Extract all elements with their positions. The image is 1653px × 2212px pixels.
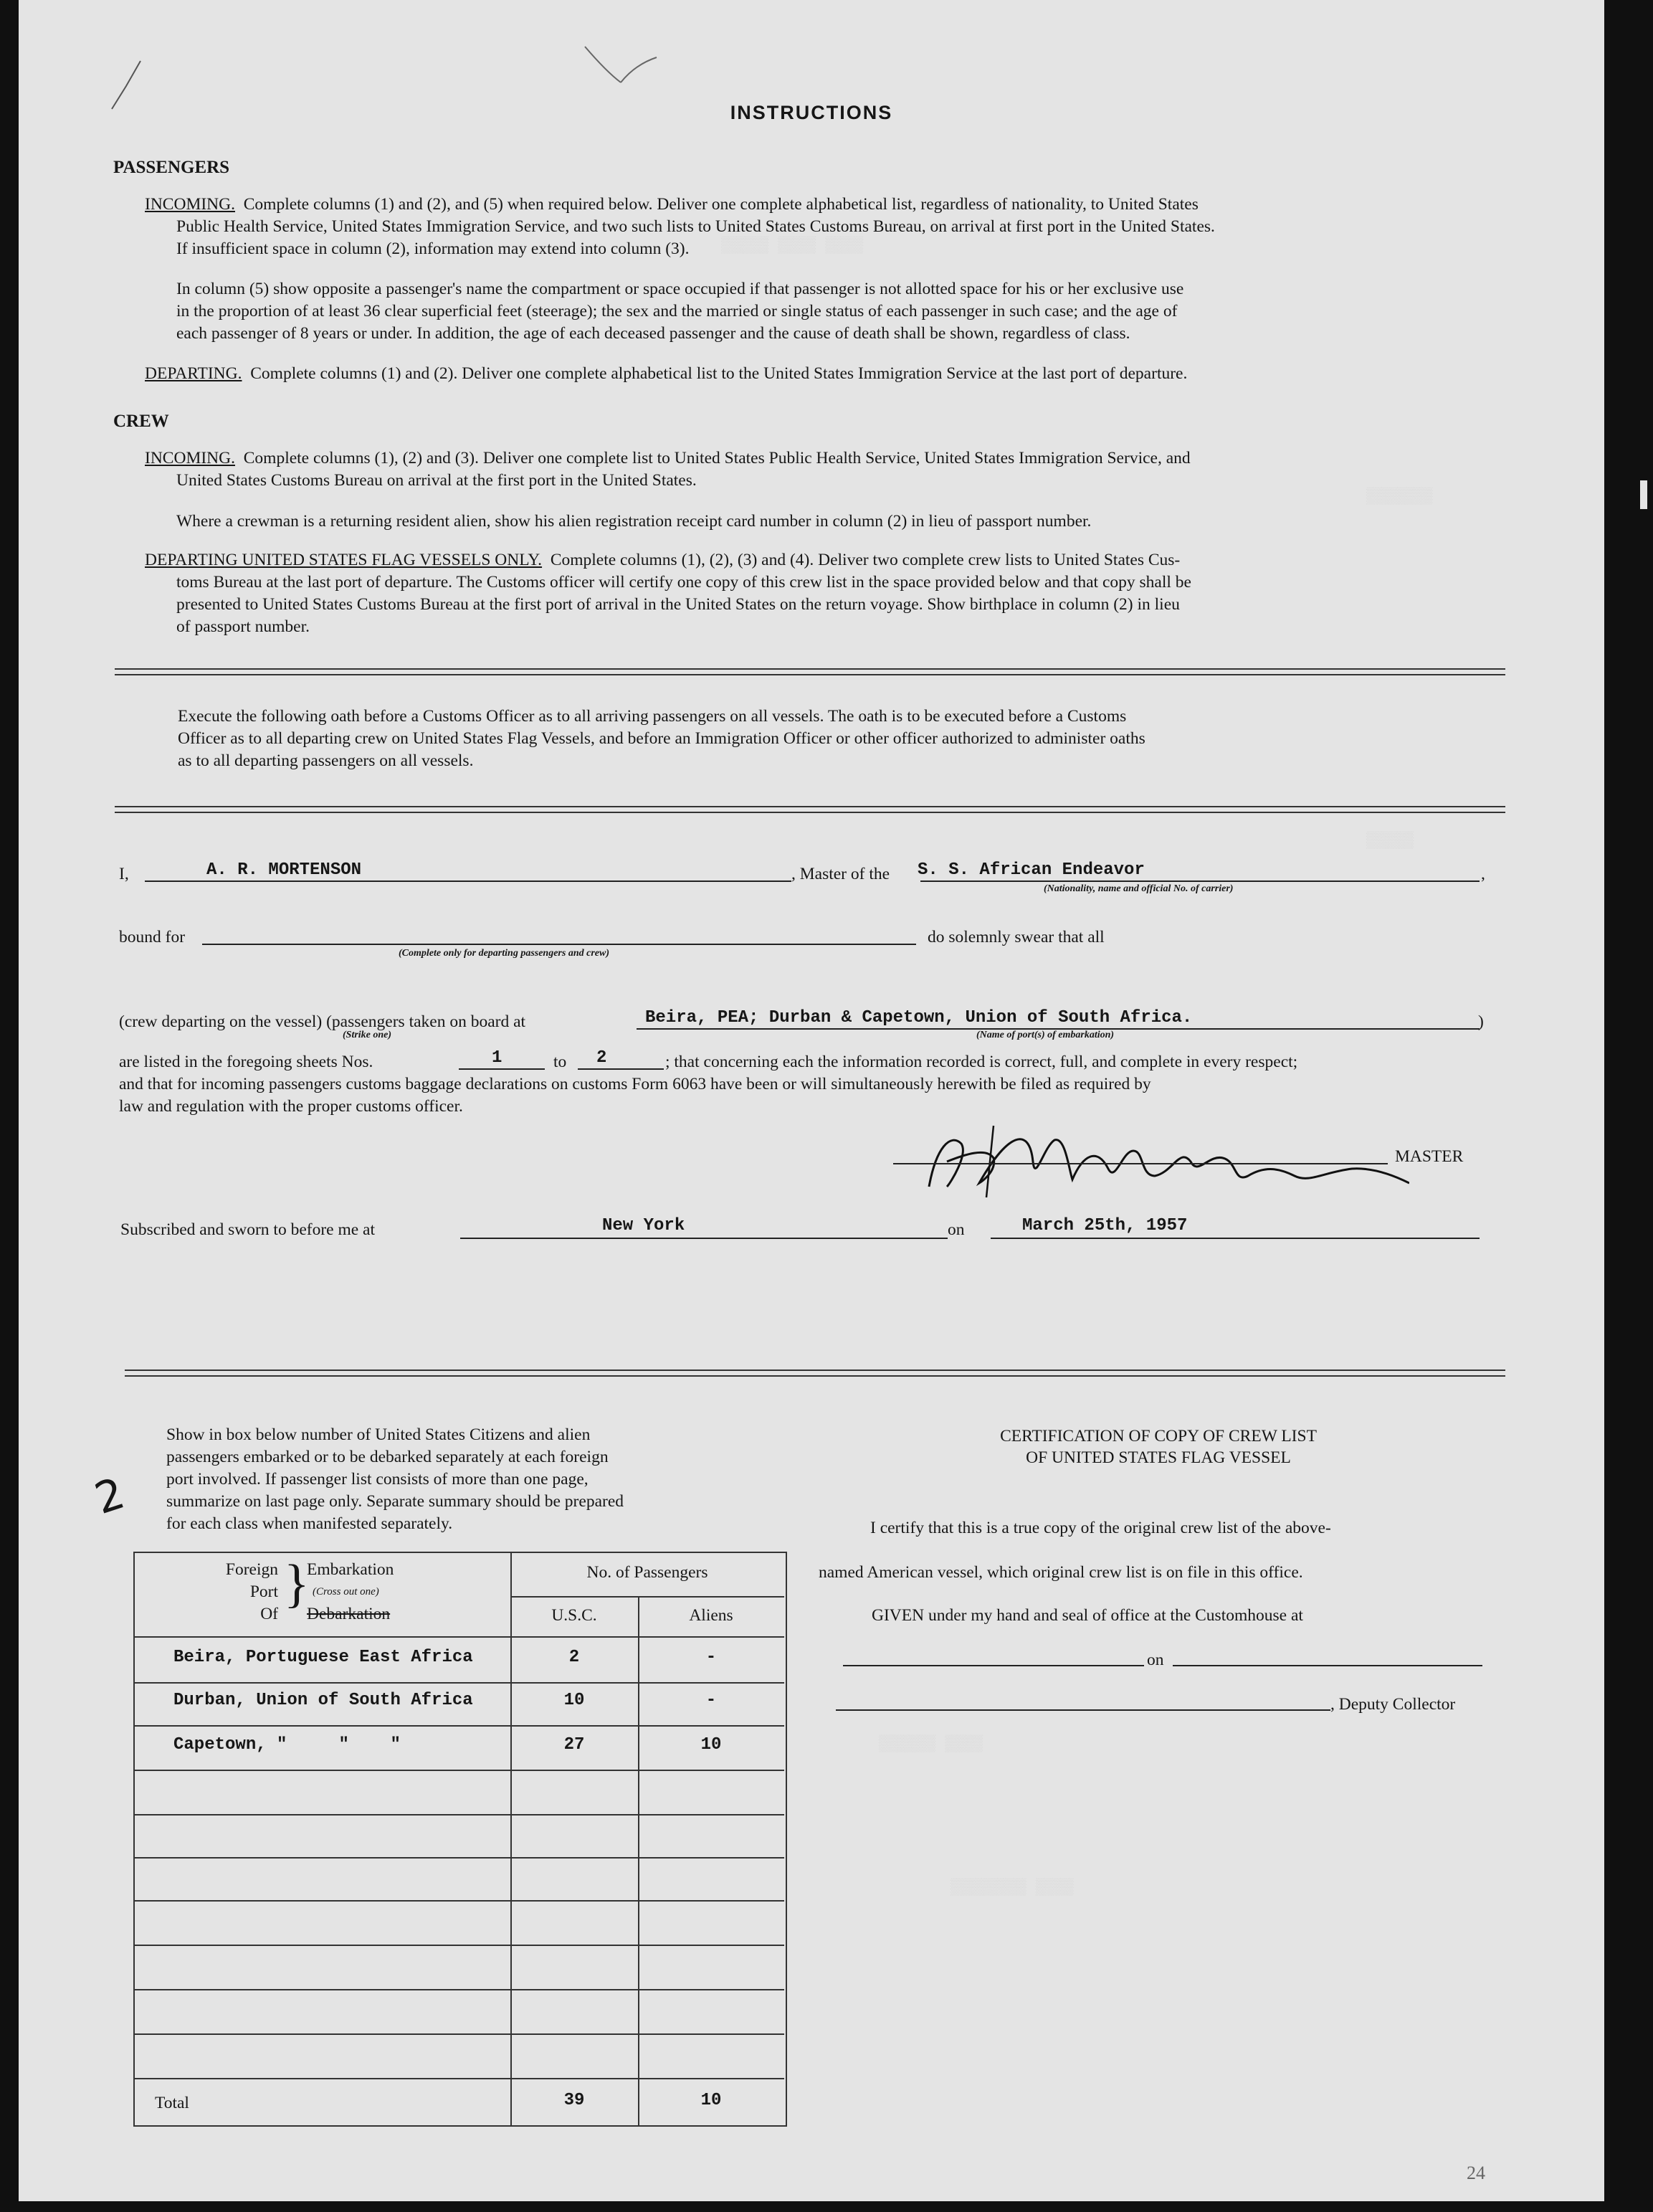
crew-incoming-text: Complete columns (1), (2) and (3). Deliver one complete list to United States Public Health Service, United States Immigration Service, and: [243, 449, 1191, 467]
brace-icon: }: [284, 1554, 310, 1613]
master-signature-icon: [908, 1119, 1409, 1205]
passengers-incoming-text: Public Health Service, United States Immigration Service, and two such lists to United States Customs Bureau, on arrival at first port in the United States.: [176, 217, 1215, 236]
column5-text: in the proportion of at least 36 clear superficial feet (steerage); the sex and the married or single status of each passenger in such case; and the age of: [176, 302, 1178, 321]
passengers-incoming-label: INCOMING.: [145, 195, 235, 214]
table-row-line: [133, 1989, 784, 1990]
header-usc: U.S.C.: [551, 1606, 597, 1625]
table-row-line: [510, 1596, 784, 1598]
summary-instructions: [166, 1424, 754, 1535]
sworn-place-value: New York: [602, 1216, 685, 1235]
crew-heading: CREW: [113, 412, 169, 431]
summary-text: port involved. If passenger list consists of more than one page,: [166, 1470, 589, 1489]
sworn-date-value: March 25th, 1957: [1022, 1216, 1188, 1235]
show-through-text: ▒▒▒▒▒▒ ▒▒▒▒: [879, 1735, 983, 1753]
passengers-incoming-text: Complete columns (1) and (2), and (5) when required below. Deliver one complete alphabetical list, regardless of nationality, to United States: [243, 195, 1199, 214]
margin-mark: 2: [89, 1468, 131, 1525]
table-row-line: [133, 1636, 784, 1638]
i-label: I,: [119, 865, 129, 883]
listed-text: law and regulation with the proper customs officer.: [119, 1097, 463, 1116]
crew-departing-label: (crew departing on the vessel) (passengers taken on board at: [119, 1012, 526, 1031]
column5-text: In column (5) show opposite a passenger's name the compartment or space occupied if that passenger is not allotted space for his or her exclusive use: [176, 280, 1184, 298]
certification-text: I certify that this is a true copy of the original crew list of the above-: [870, 1519, 1331, 1537]
header-debarkation: Debarkation: [307, 1605, 391, 1623]
table-row-line: [133, 1945, 784, 1946]
comma: ,: [1481, 865, 1485, 883]
table-row-line: [133, 1725, 784, 1727]
passengers-incoming-paragraph: [145, 194, 1492, 260]
certification-title: CERTIFICATION OF COPY OF CREW LIST: [1000, 1427, 1317, 1446]
crew-departing-text: of passport number.: [176, 617, 310, 636]
certification-title: OF UNITED STATES FLAG VESSEL: [1026, 1448, 1291, 1467]
total-label: Total: [155, 2094, 189, 2112]
on-label: on: [948, 1220, 965, 1239]
page-mark: 24: [1467, 2163, 1485, 2183]
header-foreign: Foreign: [225, 1560, 278, 1579]
crew-incoming-paragraph: [145, 447, 1492, 492]
swear-label: do solemnly swear that all: [928, 928, 1105, 946]
header-cross-out: (Cross out one): [313, 1586, 379, 1598]
certification-text: GIVEN under my hand and seal of office at the Customhouse at: [872, 1606, 1303, 1625]
row-usc: 27: [563, 1735, 585, 1755]
certification-text: named American vessel, which original crew list is on file in this office.: [819, 1563, 1303, 1582]
sheet-to-value: 2: [596, 1048, 607, 1068]
sworn-date-line: [991, 1238, 1480, 1239]
oath-intro-text: as to all departing passengers on all vessels.: [178, 751, 474, 770]
header-no-passengers: No. of Passengers: [586, 1563, 708, 1582]
row-port: Capetown, " " ": [173, 1735, 401, 1755]
table-row-line: [133, 1770, 784, 1771]
crew-departing-text: Complete columns (1), (2), (3) and (4). Deliver two complete crew lists to United States Cus-: [550, 551, 1181, 569]
to-label: to: [553, 1053, 567, 1071]
listed-text: ; that concerning each the information recorded is correct, full, and complete in every respect;: [665, 1053, 1298, 1071]
row-aliens: -: [705, 1648, 717, 1667]
crew-departing-label: DEPARTING UNITED STATES FLAG VESSELS ONLY.: [145, 551, 543, 569]
total-usc: 39: [563, 2091, 585, 2110]
row-port: Durban, Union of South Africa: [173, 1691, 473, 1710]
crew-departing-paragraph: [145, 549, 1492, 638]
sheet-from-value: 1: [492, 1048, 502, 1068]
ports-value: Beira, PEA; Durban & Capetown, Union of South Africa.: [645, 1008, 1193, 1027]
table-row-line: [133, 1682, 784, 1684]
divider: [115, 812, 1505, 813]
row-aliens: 10: [700, 1735, 722, 1755]
column5-text: each passenger of 8 years or under. In addition, the age of each deceased passenger and the cause of death shall be shown, regardless of class.: [176, 324, 1130, 343]
certification-on-label: on: [1147, 1651, 1164, 1669]
row-usc: 10: [563, 1691, 585, 1710]
vessel-caption: (Nationality, name and official No. of carrier): [1044, 883, 1234, 894]
customhouse-line: [843, 1665, 1144, 1666]
oath-intro: [178, 706, 1461, 772]
table-col-line: [638, 1596, 639, 2125]
passengers-departing-label: DEPARTING.: [145, 364, 242, 383]
summary-text: for each class when manifested separately.: [166, 1514, 453, 1533]
deputy-collector-label: , Deputy Collector: [1330, 1695, 1456, 1714]
scratch-mark-icon: [578, 43, 664, 86]
show-through-text: ▒▒▒▒▒▒▒▒ ▒▒▒▒: [951, 1879, 1074, 1897]
table-row-line: [133, 1900, 784, 1902]
passenger-summary-table: [133, 1552, 787, 2127]
master-name-line: [145, 880, 791, 882]
vessel-value: S. S. African Endeavor: [918, 860, 1145, 880]
crew-departing-text: presented to United States Customs Bureau at the first port of arrival in the United States on the return voyage. Show birthplace in column (2) in lieu: [176, 595, 1180, 614]
divider: [115, 674, 1505, 675]
passengers-heading: PASSENGERS: [113, 158, 230, 177]
master-name-value: A. R. MORTENSON: [206, 860, 362, 880]
closing-paren: ): [1478, 1012, 1484, 1031]
listed-text: and that for incoming passengers customs baggage declarations on customs Form 6063 have been or will simultaneously herewith be filed as required by: [119, 1075, 1151, 1093]
passengers-incoming-text: If insufficient space in column (2), information may extend into column (3).: [176, 239, 690, 258]
certification-date-line: [1173, 1665, 1482, 1666]
show-through-text: ▒▒▒▒▒: [1366, 832, 1414, 850]
passengers-departing-text: Complete columns (1) and (2). Deliver one complete alphabetical list to the United States Immigration Service at the last port of departure.: [250, 364, 1188, 383]
subscribed-label: Subscribed and sworn to before me at: [120, 1220, 376, 1239]
divider: [125, 1375, 1505, 1377]
bound-label: bound for: [119, 928, 186, 946]
signature-line: [893, 1163, 1388, 1164]
show-through-text: ▒▒▒▒▒▒▒: [1366, 488, 1433, 505]
bound-caption: (Complete only for departing passengers and crew): [399, 948, 609, 959]
header-port: Port: [249, 1582, 278, 1601]
oath-intro-text: Officer as to all departing crew on United States Flag Vessels, and before an Immigration Officer or other officer authorized to administer oaths: [178, 729, 1145, 748]
show-through-text: ▒▒▒▒▒ ▒▒▒▒ ▒▒▒▒: [721, 237, 864, 255]
crew-incoming-text: United States Customs Bureau on arrival at the first port in the United States.: [176, 471, 697, 490]
table-row-line: [133, 1857, 784, 1859]
summary-text: summarize on last page only. Separate summary should be prepared: [166, 1492, 624, 1511]
header-aliens: Aliens: [689, 1606, 733, 1625]
ports-caption: (Name of port(s) of embarkation): [976, 1030, 1115, 1040]
crew-departing-text: toms Bureau at the last port of departure. The Customs officer will certify one copy of this crew list in the space provided below and that copy shall be: [176, 573, 1191, 592]
header-of: Of: [260, 1605, 278, 1623]
master-label: MASTER: [1395, 1147, 1464, 1166]
row-usc: 2: [568, 1648, 580, 1667]
table-col-line: [510, 1552, 512, 2125]
edge-fragment: [1640, 480, 1647, 509]
bound-line: [202, 944, 916, 945]
sworn-place-line: [460, 1238, 948, 1239]
document-page: [19, 0, 1604, 2201]
instructions-heading: INSTRUCTIONS: [730, 102, 893, 123]
crew-resident-paragraph: Where a crewman is a returning resident alien, show his alien registration receipt card number in column (2) in lieu of passport number.: [176, 512, 1092, 531]
sheet-to-line: [578, 1068, 664, 1070]
table-row-line: [133, 2033, 784, 2035]
row-port: Beira, Portuguese East Africa: [173, 1648, 473, 1667]
deputy-collector-line: [836, 1709, 1330, 1711]
crew-incoming-label: INCOMING.: [145, 449, 235, 467]
row-aliens: -: [705, 1691, 717, 1710]
table-row-line: [133, 2078, 784, 2079]
oath-intro-text: Execute the following oath before a Customs Officer as to all arriving passengers on all vessels. The oath is to be executed before a Customs: [178, 707, 1127, 726]
summary-text: passengers embarked or to be debarked separately at each foreign: [166, 1448, 609, 1466]
master-of-label: , Master of the: [791, 865, 890, 883]
header-embarkation: Embarkation: [307, 1560, 394, 1579]
column5-paragraph: [176, 278, 1495, 345]
summary-text: Show in box below number of United States Citizens and alien: [166, 1425, 591, 1444]
divider: [115, 668, 1505, 670]
table-row-line: [133, 1814, 784, 1815]
vessel-line: [920, 880, 1480, 882]
strike-caption: (Strike one): [343, 1030, 392, 1040]
passengers-departing-paragraph: [145, 363, 1500, 385]
sheet-from-line: [459, 1068, 545, 1070]
total-aliens: 10: [700, 2091, 722, 2110]
divider: [115, 806, 1505, 807]
listed-label: are listed in the foregoing sheets Nos.: [119, 1053, 373, 1071]
divider: [125, 1370, 1505, 1371]
